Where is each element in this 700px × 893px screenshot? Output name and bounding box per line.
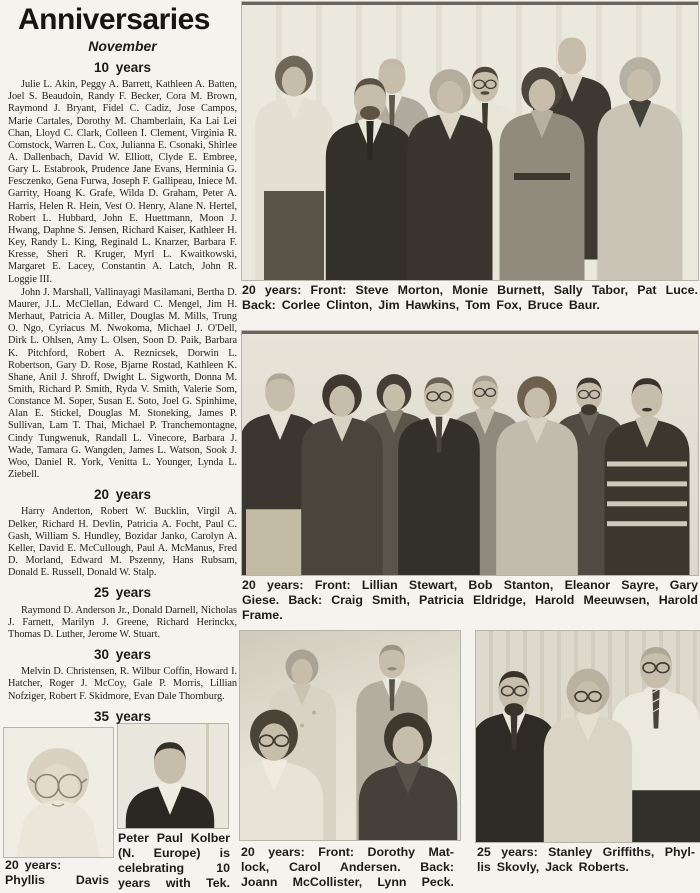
caption-line: Back: Corlee Clinton, Jim Hawkins, Tom Fox, Bruce Baur.	[242, 297, 600, 312]
photo-25-years-group	[476, 631, 700, 842]
caption-line: lis Skovly, Jack Roberts.	[477, 859, 629, 874]
caption-line: years with Tek.	[118, 875, 230, 890]
caption-25-years	[477, 845, 695, 875]
caption-line: Joann McCollister, Lynn Peck.	[241, 874, 454, 889]
caption-line: Peter Paul Kolber	[118, 831, 230, 845]
caption-20-years-middle	[242, 578, 698, 623]
section-heading-20-years: 20 years	[93, 487, 152, 503]
caption-line: celebrating 10	[118, 860, 230, 875]
person-figure	[398, 377, 480, 575]
caption-line: lock, Carol Andersen. Back:	[241, 859, 454, 874]
caption-line: 20 years: Front: Steve Morton, Monie Burnett, Sally Tabor, Pat Luce.	[242, 283, 698, 297]
person-figure	[544, 669, 632, 842]
names-20-years-paragraph: Harry Anderton, Robert W. Bucklin, Virgil A. Delker, Richard H. Devlin, Patricia A. Focht, Paul C. Gash, William S. Hundley, Bozidar Janko, Carolyn A. Keller, David E. McCullough, Paul A. McManus, Fred D. Morland, Edward M. Pszenny, Hans Rubsam, Donald E. Russell, Donald W. Stalp.	[8, 506, 237, 579]
person-figure	[605, 378, 690, 575]
caption-line: Giese. Back: Craig Smith, Patricia Eldridge, Harold Meeuwsen, Harold	[242, 592, 698, 607]
names-30-years-paragraph: Melvin D. Christensen, R. Wilbur Coffin, Howard I. Hatcher, Roger J. McCoy, Gale P. Morris, Lillian Nofziger, Robert F. Skidmore, Evan Dale Thornburg.	[8, 666, 237, 702]
person-figure	[255, 56, 333, 280]
caption-line: Phyllis Davis	[5, 872, 109, 887]
left-column	[8, 4, 237, 741]
photo-20-years-group-top	[242, 2, 698, 280]
photo-peter-kolber	[118, 724, 228, 828]
person-figure	[598, 57, 683, 280]
names-25-years-paragraph: Raymond D. Anderson Jr., Donald Darnell, Nicholas J. Farnett, Marilyn J. Greene, Richard Herinckx, Thomas D. Luther, Jerome W. Stuart.	[8, 604, 237, 640]
caption-line: 25 years: Stanley Griffiths, Phyl-	[477, 845, 695, 859]
section-heading-25-years: 25 years	[93, 585, 152, 601]
person-figure	[16, 748, 100, 857]
month-subtitle: November	[88, 37, 157, 54]
caption-peter-kolber	[118, 831, 230, 891]
person-figure	[408, 69, 493, 280]
photo-20-years-group-middle	[242, 331, 698, 575]
section-heading-30-years: 30 years	[93, 647, 152, 663]
names-10-years-paragraph-1: Julie L. Akin, Peggy A. Barrett, Kathleen A. Batten, Joel S. Beaudoin, Randy F. Becker, Cora M. Brown, Raymond J. Bryant, Fidel C. Cadiz, Jose Campos, Marie Cartales, Dorothy M. Chamberlain, Ka Lai Lei Chan, Lloyd C. Clark, Colleen I. Clement, Virginia R. Comstock, Warren L. Cox, Julianna E. Csonaki, Shirlee A. Dallenbach, David W. Elliott, Clyde E. Embree, Gary L. Estabrook, Prudence Jane Evans, Herminia G. Fesczenko, Gena Furwa, Joseph F. Gallipeau, Iniece M. Garrity, Hoang K. Grafe, Wilda D. Graham, Peter A. Harris, Helen R. Hein, Vest O. Henry, Alane N. Hertel, Robert L. Hubbard, John E. Huettmann, Moon J. Hwang, Daphne S. Jensen, Richard Kaiser, Kathleer H. Key, Randy L. King, Reginald L. Knarzer, Barbara F. Kresse, Sheri R. Kruger, Myrl L. Kwaitkowski, Margaret E. Lacey, Constantin A. Latch, John R. Loggie III.	[8, 79, 237, 285]
caption-phyllis-davis	[5, 858, 109, 888]
caption-line: 20 years: Front: Lillian Stewart, Bob Stanton, Eleanor Sayre, Gary	[242, 578, 698, 592]
person-figure	[301, 374, 383, 575]
caption-line: 20 years: Front: Dorothy Mat-	[241, 845, 454, 859]
caption-line: (N. Europe) is	[118, 845, 230, 860]
section-heading-35-years: 35 years	[93, 708, 152, 724]
caption-line: Frame.	[242, 607, 283, 622]
photo-phyllis-davis	[4, 728, 113, 857]
page-title: Anniversaries	[18, 3, 210, 36]
photo-20-years-group-bottom	[240, 631, 460, 840]
person-figure	[126, 742, 214, 828]
section-heading-10-years: 10 years	[93, 59, 152, 75]
names-10-years-paragraph-2: John J. Marshall, Vallinayagi Masilamani, Bertha D. Maurer, J.L. McClellan, Edward C. Mengel, Jim H. Merhaut, Patricia A. Miller, Douglas M. Mills, Trung O. Ngo, Cyriacus M. Nwokoma, Michael J. O'Dell, Dirk L. Ohlsen, Amy L. Olsen, Soon D. Paik, Barbara K. Pitchford, Robert A. Reznicsek, Dorwin L. Robertson, Gary D. Rose, Bjarne Rostad, Kathleen K. Shane, Anil J. Shroff, Dwight L. Sigworth, Donna M. Smith, Richard P. Smith, Ryda V. Smith, Valerie Som, Constance M. Soper, Susan E. Soto, Joel G. Spinhime, Alan E. Stickel, Douglas M. Stoneking, James P. Sullivan, Lam T. Thai, Michael P. Tranchemontagne, Cindy Tungwenuk, Randall L. Vinecore, Barbara J. Wade, Tamara G. Wangden, James L. Watson, Sook J. Woo, Daniel R. York, Venitta L. Younger, Lynda L. Ziebell.	[8, 286, 237, 481]
caption-20-years-bottom	[241, 845, 454, 890]
caption-20-years-top	[242, 283, 698, 313]
person-figure	[496, 376, 578, 575]
caption-line: 20 years:	[5, 858, 62, 872]
